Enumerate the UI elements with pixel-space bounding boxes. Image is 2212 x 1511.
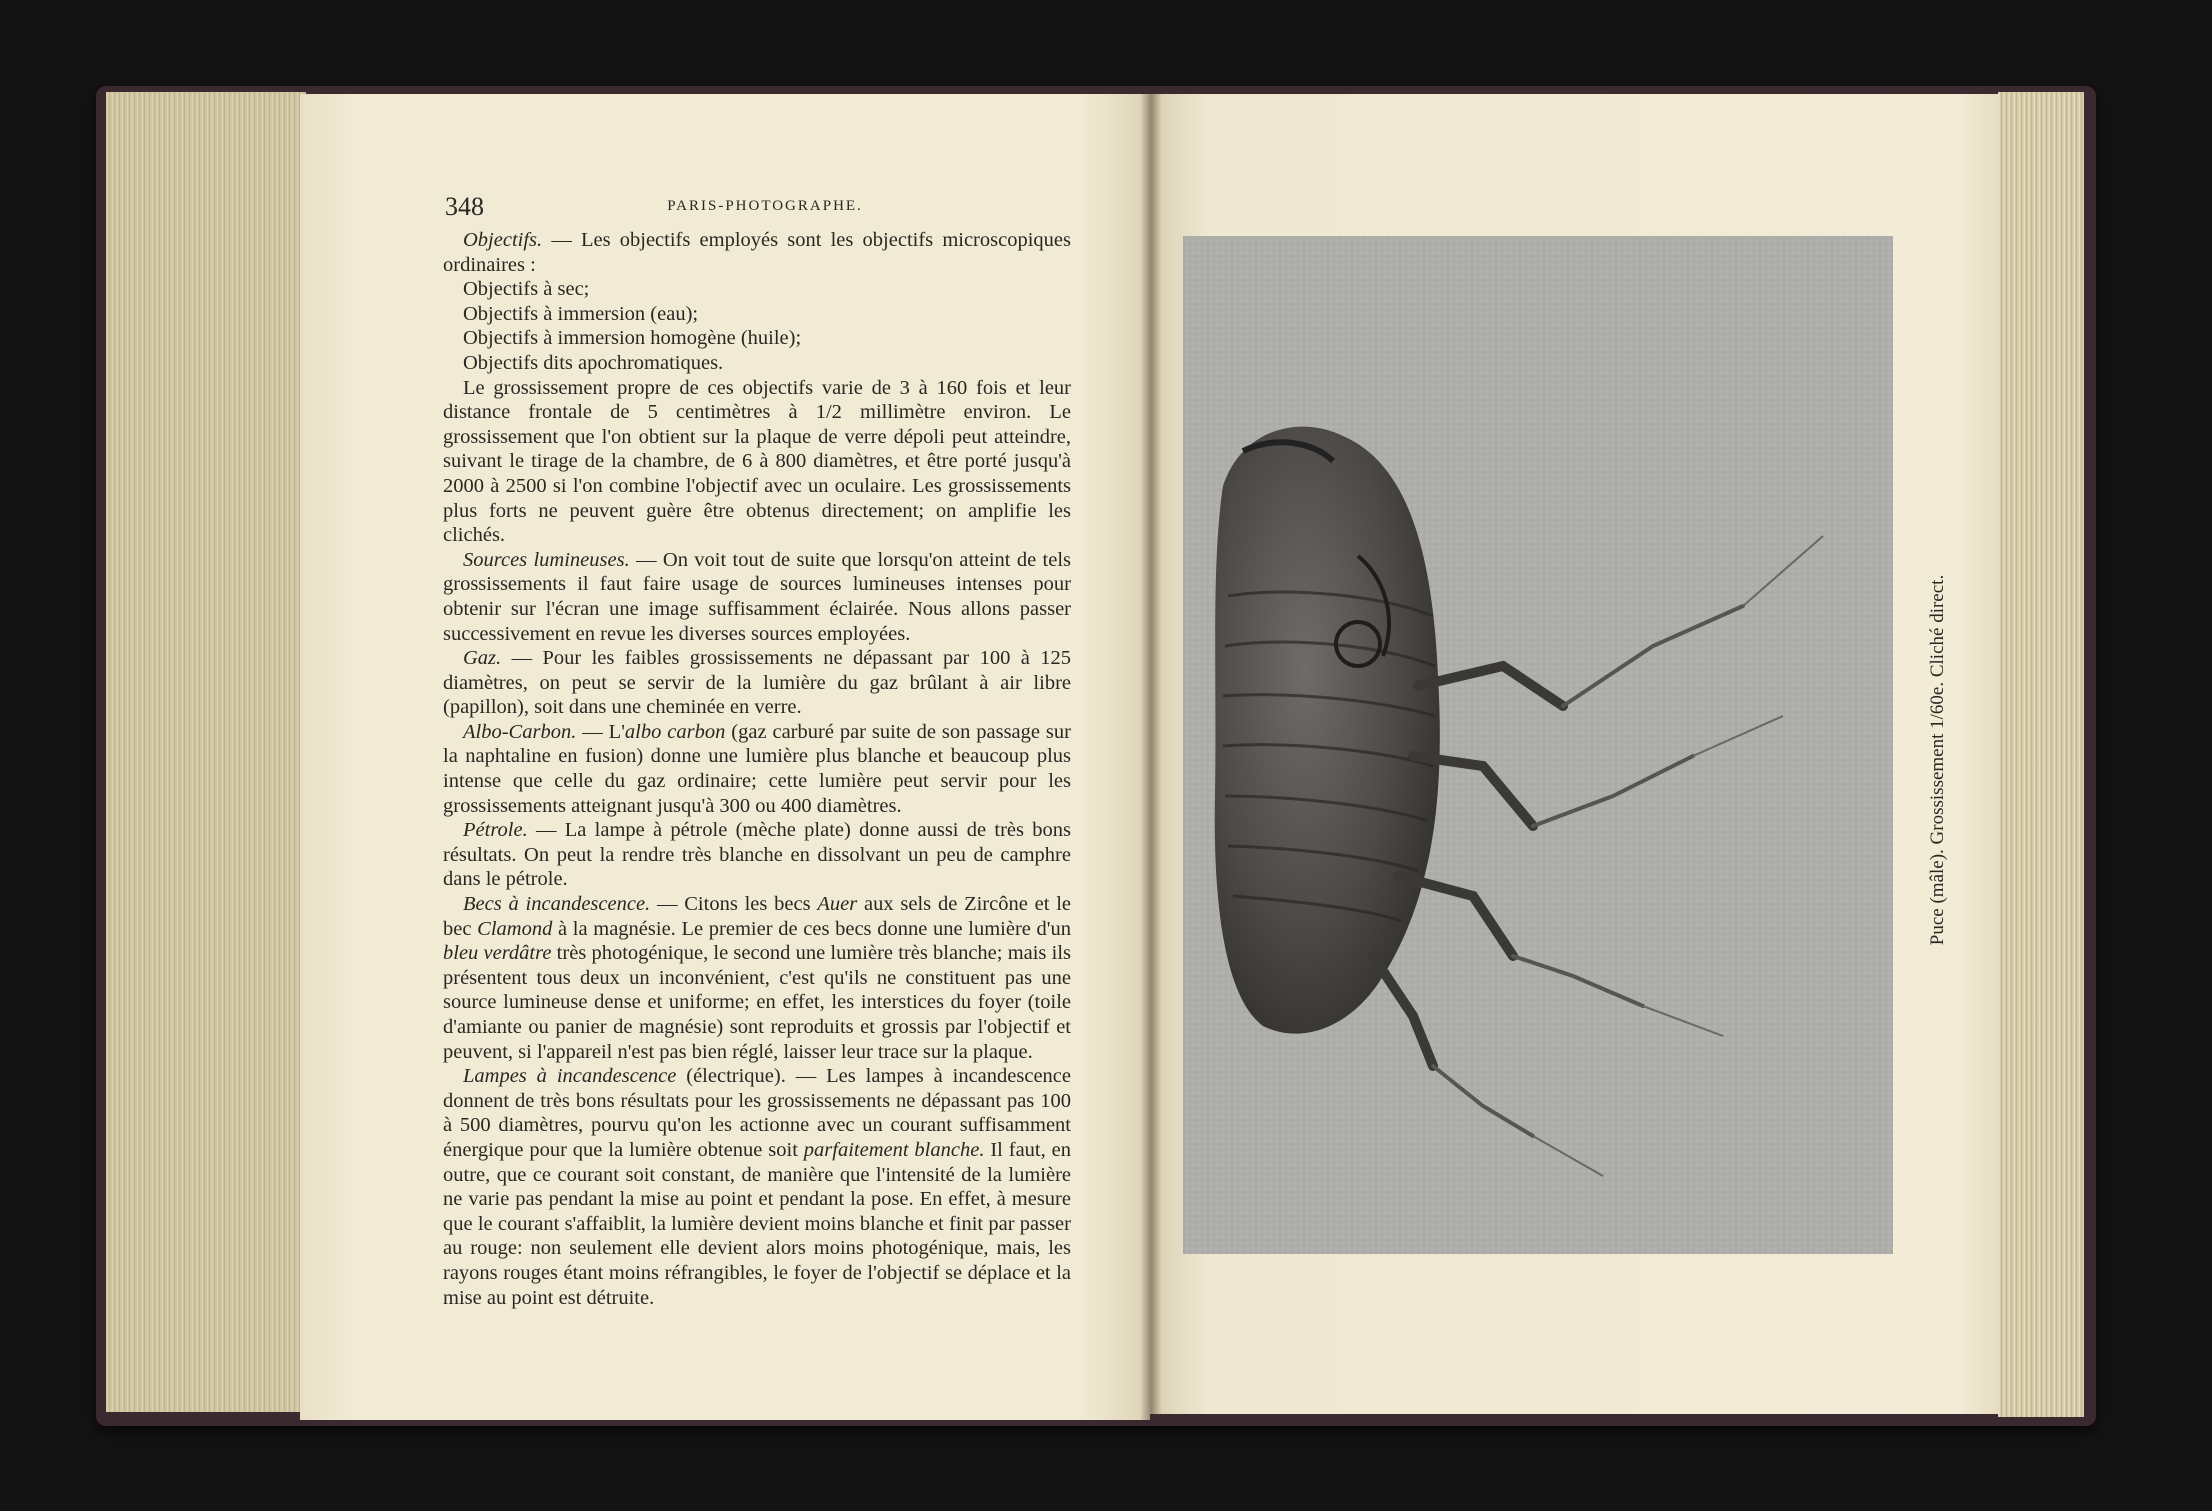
body-paragraph: Lampes à incandescence (électrique). — Les lampes à incandescence donnent de très bons résultats pour les grossissements ne dépassant pas 100 à 500 diamètres, pourvu qu'on les actionne avec un courant suffisamment énergique pour que la lumière obtenue soit parfaitement blanche. Il faut, en outre, que ce courant soit constant, de manière que l'intensité de la lumière ne varie pas pendant la mise au point et pendant la pose. En effet, à mesure que le courant s'affaiblit, la lumière devient moins blanche et finit par passer au rouge: non seulement elle devient alors moins photogénique, mais, les rayons rouges étant moins réfrangibles, le foyer de l'objectif se déplace et la mise au point est détruite. xyxy=(443,1065,1071,1309)
body-text xyxy=(443,228,1071,1310)
body-paragraph: Objectifs à immersion (eau); xyxy=(463,302,699,325)
body-paragraph: Objectifs dits apochromatiques. xyxy=(463,351,724,374)
body-paragraph: Le grossissement propre de ces objectifs varie de 3 à 160 fois et leur distance frontale de 5 centimètres à 1/2 millimètre environ. Le grossissement que l'on obtient sur la plaque de verre dépoli peut atteindre, suivant le tirage de la chambre, de 6 à 800 diamètres, et être porté jusqu'à 2000 à 2500 si l'on combine l'objectif avec un oculaire. Les grossissements plus forts ne peuvent guère être obtenus directement; on amplifie les clichés. xyxy=(443,376,1071,547)
page-edges-left xyxy=(106,92,306,1412)
running-head xyxy=(445,192,1085,226)
body-paragraph: Objectifs à immersion homogène (huile); xyxy=(463,327,802,350)
body-paragraph: Objectifs. — Les objectifs employés sont les objectifs microscopiques ordinaires : xyxy=(443,229,1071,276)
body-paragraph: Objectifs à sec; xyxy=(463,278,590,301)
book-gutter xyxy=(1140,94,1162,1420)
body-paragraph: Gaz. — Pour les faibles grossissements ne dépassant par 100 à 125 diamètres, on peut se servir de la lumière du gaz brûlant à air libre (papillon), soit dans une cheminée en verre. xyxy=(443,647,1071,719)
body-paragraph: Sources lumineuses. — On voit tout de suite que lorsqu'on atteint de tels grossissements il faut faire usage de sources lumineuses intenses pour obtenir sur l'écran une image suffisamment éclairée. Nous allons passer successivement en revue les diverses sources employées. xyxy=(443,548,1071,645)
body-paragraph: Pétrole. — La lampe à pétrole (mèche plate) donne aussi de très bons résultats. On peut la rendre très blanche en dissolvant un peu de camphre dans le pétrole. xyxy=(443,819,1071,891)
page-number: 348 xyxy=(445,192,484,221)
running-head-title: PARIS-PHOTOGRAPHE. xyxy=(667,198,863,214)
flea-photomicrograph-plate xyxy=(1183,236,1893,1254)
body-paragraph: Albo-Carbon. — L'albo carbon (gaz carburé par suite de son passage sur la naphtaline en fusion) donne une lumière plus blanche et beaucoup plus intense que celle du gaz ordinaire; cette lumière peut servir pour les grossissements atteignant jusqu'à 300 ou 400 diamètres. xyxy=(443,720,1071,817)
body-paragraph: Becs à incandescence. — Citons les becs Auer aux sels de Zircône et le bec Clamond à la magnésie. Le premier de ces becs donne une lumière d'un bleu verdâtre très photogénique, le second une lumière très blanche; mais ils présentent tous deux un inconvénient, c'est qu'ils ne constituent pas une source lumineuse dense et uniforme; en effet, les interstices du foyer (toile d'amiante ou panier de magnésie) sont reproduits et grossis par l'objectif et peuvent, si l'appareil n'est pas bien réglé, laisser leur trace sur la plaque. xyxy=(443,893,1072,1063)
plate-caption-text: Puce (mâle). Grossissement 1/60e. Cliché direct. xyxy=(1927,574,1948,946)
flea-photomicrograph-image xyxy=(1183,236,1893,1254)
page-edges-right xyxy=(1998,92,2084,1417)
